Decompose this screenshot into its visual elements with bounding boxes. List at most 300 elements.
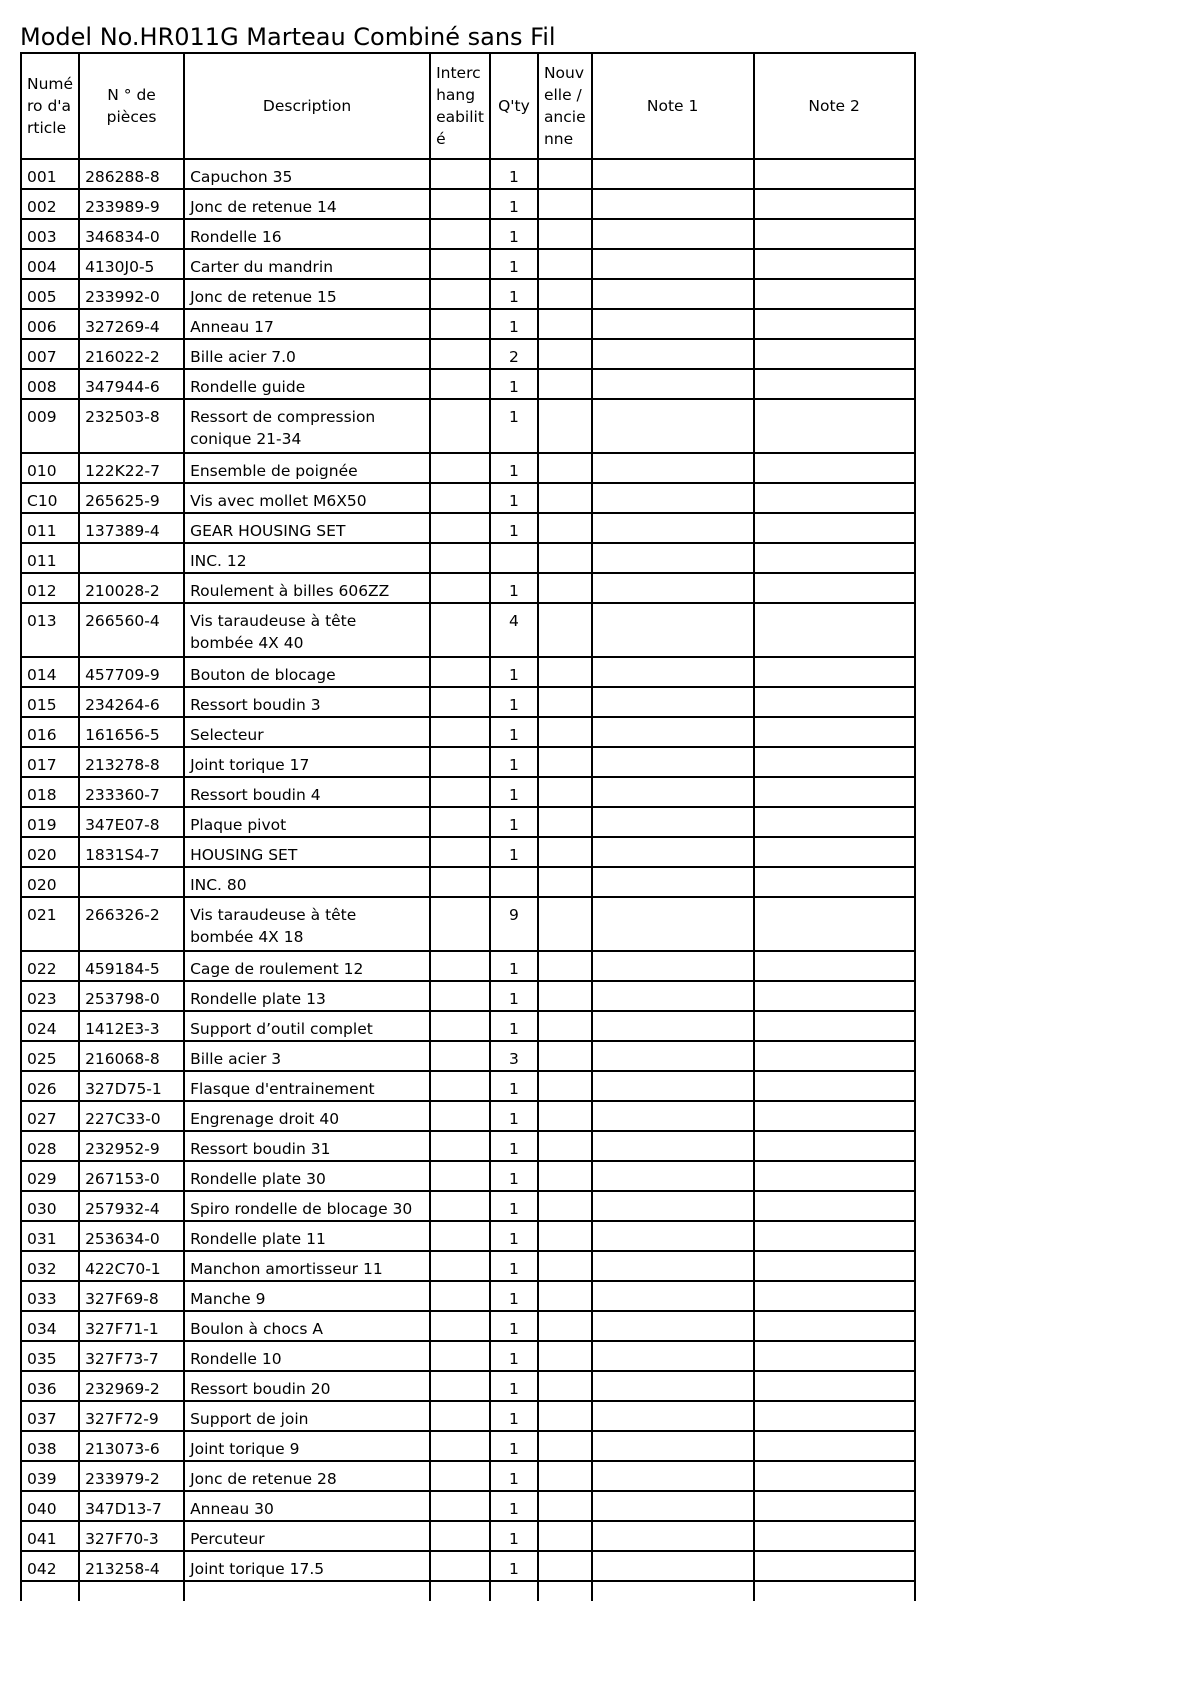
cell-item-number: 020 [21, 837, 79, 867]
cell-note-2 [754, 453, 915, 483]
cell-interchangeability [430, 1521, 490, 1551]
table-row [21, 1551, 915, 1581]
cell-new-old [538, 1401, 592, 1431]
cell-quantity: 1 [490, 279, 538, 309]
cell-description: Manchon amortisseur 11 [184, 1251, 430, 1281]
cell-description: Engrenage droit 40 [184, 1101, 430, 1131]
cell-note-1 [592, 837, 754, 867]
cell-new-old [538, 453, 592, 483]
cell-item-number: 022 [21, 951, 79, 981]
cell-quantity: 1 [490, 1341, 538, 1371]
table-row [21, 1281, 915, 1311]
table-row [21, 159, 915, 189]
cell-part-number: 346834-0 [79, 219, 184, 249]
header-quantity: Q'ty [490, 53, 538, 159]
empty-cell [538, 1581, 592, 1601]
cell-item-number: 038 [21, 1431, 79, 1461]
cell-note-2 [754, 603, 915, 657]
cell-note-2 [754, 573, 915, 603]
table-row [21, 483, 915, 513]
cell-interchangeability [430, 897, 490, 951]
cell-new-old [538, 1431, 592, 1461]
cell-part-number: 327F70-3 [79, 1521, 184, 1551]
cell-note-2 [754, 1461, 915, 1491]
cell-description: Jonc de retenue 28 [184, 1461, 430, 1491]
cell-new-old [538, 279, 592, 309]
cell-item-number: 024 [21, 1011, 79, 1041]
cell-quantity [490, 867, 538, 897]
cell-part-number: 327F71-1 [79, 1311, 184, 1341]
table-row [21, 1161, 915, 1191]
cell-quantity: 1 [490, 249, 538, 279]
cell-interchangeability [430, 717, 490, 747]
cell-quantity: 1 [490, 513, 538, 543]
cell-part-number: 213278-8 [79, 747, 184, 777]
cell-note-1 [592, 1161, 754, 1191]
cell-new-old [538, 897, 592, 951]
cell-new-old [538, 1311, 592, 1341]
cell-part-number: 1831S4-7 [79, 837, 184, 867]
cell-new-old [538, 1011, 592, 1041]
cell-description: Joint torique 17 [184, 747, 430, 777]
empty-cell [430, 1581, 490, 1601]
cell-note-2 [754, 717, 915, 747]
cell-note-2 [754, 1251, 915, 1281]
cell-quantity: 1 [490, 1551, 538, 1581]
cell-note-1 [592, 1401, 754, 1431]
cell-note-2 [754, 837, 915, 867]
table-row [21, 189, 915, 219]
cell-quantity: 1 [490, 1311, 538, 1341]
table-row [21, 1311, 915, 1341]
cell-part-number: 137389-4 [79, 513, 184, 543]
cell-quantity: 2 [490, 339, 538, 369]
cell-item-number: 041 [21, 1521, 79, 1551]
table-row [21, 687, 915, 717]
cell-new-old [538, 717, 592, 747]
cell-item-number: 008 [21, 369, 79, 399]
table-row [21, 717, 915, 747]
cell-part-number: 267153-0 [79, 1161, 184, 1191]
cell-new-old [538, 483, 592, 513]
table-row [21, 1131, 915, 1161]
cell-quantity: 1 [490, 1101, 538, 1131]
cell-part-number: 457709-9 [79, 657, 184, 687]
cell-interchangeability [430, 1341, 490, 1371]
cell-new-old [538, 249, 592, 279]
cell-item-number: 037 [21, 1401, 79, 1431]
cell-quantity: 1 [490, 717, 538, 747]
cell-part-number: 347944-6 [79, 369, 184, 399]
cell-note-2 [754, 159, 915, 189]
page-title: Model No.HR011G Marteau Combiné sans Fil [20, 23, 556, 51]
cell-description: Rondelle plate 30 [184, 1161, 430, 1191]
cell-note-1 [592, 369, 754, 399]
cell-interchangeability [430, 747, 490, 777]
cell-item-number: 005 [21, 279, 79, 309]
cell-note-1 [592, 747, 754, 777]
empty-cell [490, 1581, 538, 1601]
cell-quantity: 1 [490, 1161, 538, 1191]
cell-part-number: 213073-6 [79, 1431, 184, 1461]
cell-description: INC. 12 [184, 543, 430, 573]
cell-part-number: 327F72-9 [79, 1401, 184, 1431]
cell-note-2 [754, 1161, 915, 1191]
cell-interchangeability [430, 1251, 490, 1281]
table-row [21, 399, 915, 453]
cell-part-number: 4130J0-5 [79, 249, 184, 279]
cell-description: Boulon à chocs A [184, 1311, 430, 1341]
cell-new-old [538, 837, 592, 867]
cell-note-1 [592, 777, 754, 807]
table-row-cutoff [21, 1581, 915, 1601]
cell-interchangeability [430, 1071, 490, 1101]
cell-note-2 [754, 1491, 915, 1521]
cell-note-1 [592, 399, 754, 453]
cell-note-2 [754, 249, 915, 279]
cell-interchangeability [430, 1191, 490, 1221]
cell-new-old [538, 747, 592, 777]
cell-note-2 [754, 1131, 915, 1161]
cell-description: Rondelle 10 [184, 1341, 430, 1371]
cell-part-number: 327F69-8 [79, 1281, 184, 1311]
cell-note-1 [592, 657, 754, 687]
cell-part-number: 327D75-1 [79, 1071, 184, 1101]
cell-quantity: 1 [490, 687, 538, 717]
table-row [21, 573, 915, 603]
cell-note-1 [592, 573, 754, 603]
cell-note-1 [592, 897, 754, 951]
cell-note-2 [754, 543, 915, 573]
cell-interchangeability [430, 1311, 490, 1341]
cell-note-1 [592, 1221, 754, 1251]
cell-new-old [538, 807, 592, 837]
cell-part-number: 253634-0 [79, 1221, 184, 1251]
cell-description: Carter du mandrin [184, 249, 430, 279]
cell-note-1 [592, 717, 754, 747]
cell-item-number: 011 [21, 543, 79, 573]
cell-part-number: 232952-9 [79, 1131, 184, 1161]
cell-quantity: 1 [490, 1071, 538, 1101]
empty-cell [21, 1581, 79, 1601]
cell-item-number: 035 [21, 1341, 79, 1371]
table-row [21, 1191, 915, 1221]
table-row [21, 837, 915, 867]
cell-note-1 [592, 1191, 754, 1221]
cell-interchangeability [430, 1041, 490, 1071]
cell-new-old [538, 867, 592, 897]
cell-new-old [538, 1341, 592, 1371]
cell-interchangeability [430, 1551, 490, 1581]
table-row [21, 1341, 915, 1371]
cell-interchangeability [430, 249, 490, 279]
cell-note-1 [592, 1491, 754, 1521]
cell-part-number: 459184-5 [79, 951, 184, 981]
cell-description: Bille acier 3 [184, 1041, 430, 1071]
cell-new-old [538, 1161, 592, 1191]
cell-note-2 [754, 867, 915, 897]
cell-note-2 [754, 897, 915, 951]
cell-part-number: 227C33-0 [79, 1101, 184, 1131]
cell-interchangeability [430, 309, 490, 339]
cell-interchangeability [430, 1461, 490, 1491]
cell-note-2 [754, 1011, 915, 1041]
cell-item-number: 034 [21, 1311, 79, 1341]
cell-part-number: 1412E3-3 [79, 1011, 184, 1041]
cell-note-2 [754, 1431, 915, 1461]
cell-description: Jonc de retenue 14 [184, 189, 430, 219]
cell-quantity: 9 [490, 897, 538, 951]
cell-note-1 [592, 1041, 754, 1071]
cell-note-2 [754, 1101, 915, 1131]
cell-note-2 [754, 1071, 915, 1101]
cell-quantity: 1 [490, 1191, 538, 1221]
cell-interchangeability [430, 777, 490, 807]
cell-note-2 [754, 1371, 915, 1401]
cell-quantity: 1 [490, 189, 538, 219]
cell-description: Cage de roulement 12 [184, 951, 430, 981]
empty-cell [754, 1581, 915, 1601]
cell-new-old [538, 1071, 592, 1101]
header-item-number: Numé ro d'a rticle [21, 53, 79, 159]
cell-new-old [538, 951, 592, 981]
header-part-number: N ° de pièces [79, 53, 184, 159]
cell-quantity: 1 [490, 807, 538, 837]
cell-note-2 [754, 219, 915, 249]
cell-quantity: 3 [490, 1041, 538, 1071]
cell-interchangeability [430, 687, 490, 717]
cell-new-old [538, 777, 592, 807]
cell-item-number: 036 [21, 1371, 79, 1401]
table-row [21, 1461, 915, 1491]
cell-description: Bille acier 7.0 [184, 339, 430, 369]
cell-part-number: 216068-8 [79, 1041, 184, 1071]
cell-part-number: 213258-4 [79, 1551, 184, 1581]
cell-note-1 [592, 687, 754, 717]
cell-new-old [538, 981, 592, 1011]
cell-note-2 [754, 1521, 915, 1551]
cell-part-number [79, 867, 184, 897]
cell-note-1 [592, 1521, 754, 1551]
cell-part-number: 210028-2 [79, 573, 184, 603]
cell-note-2 [754, 777, 915, 807]
cell-description: Spiro rondelle de blocage 30 [184, 1191, 430, 1221]
cell-description: Flasque d'entrainement [184, 1071, 430, 1101]
cell-item-number: 011 [21, 513, 79, 543]
cell-part-number: 266560-4 [79, 603, 184, 657]
cell-note-1 [592, 1431, 754, 1461]
cell-item-number: 013 [21, 603, 79, 657]
cell-quantity: 1 [490, 399, 538, 453]
cell-note-1 [592, 543, 754, 573]
cell-part-number: 422C70-1 [79, 1251, 184, 1281]
cell-interchangeability [430, 603, 490, 657]
table-row [21, 1221, 915, 1251]
cell-interchangeability [430, 1161, 490, 1191]
cell-quantity: 1 [490, 1431, 538, 1461]
cell-part-number: 347E07-8 [79, 807, 184, 837]
table-row [21, 807, 915, 837]
cell-note-2 [754, 981, 915, 1011]
cell-description: Support de join [184, 1401, 430, 1431]
cell-note-2 [754, 1281, 915, 1311]
cell-interchangeability [430, 981, 490, 1011]
cell-note-1 [592, 981, 754, 1011]
table-row [21, 219, 915, 249]
cell-quantity [490, 543, 538, 573]
cell-interchangeability [430, 339, 490, 369]
table-row [21, 951, 915, 981]
cell-note-2 [754, 747, 915, 777]
cell-item-number: 015 [21, 687, 79, 717]
cell-interchangeability [430, 1131, 490, 1161]
cell-new-old [538, 369, 592, 399]
cell-description: Rondelle 16 [184, 219, 430, 249]
cell-note-1 [592, 483, 754, 513]
cell-quantity: 1 [490, 777, 538, 807]
cell-item-number: 025 [21, 1041, 79, 1071]
cell-description: Vis taraudeuse à tête bombée 4X 18 [184, 897, 430, 951]
cell-quantity: 1 [490, 573, 538, 603]
cell-new-old [538, 1491, 592, 1521]
cell-item-number: 018 [21, 777, 79, 807]
cell-description: Ressort de compression conique 21-34 [184, 399, 430, 453]
cell-new-old [538, 1461, 592, 1491]
table-row [21, 1371, 915, 1401]
cell-item-number: 042 [21, 1551, 79, 1581]
cell-note-2 [754, 1551, 915, 1581]
empty-cell [184, 1581, 430, 1601]
cell-item-number: 021 [21, 897, 79, 951]
cell-note-1 [592, 1311, 754, 1341]
cell-new-old [538, 1131, 592, 1161]
cell-interchangeability [430, 573, 490, 603]
header-note-2: Note 2 [754, 53, 915, 159]
table-row [21, 453, 915, 483]
cell-item-number: 019 [21, 807, 79, 837]
cell-part-number: 122K22-7 [79, 453, 184, 483]
cell-note-2 [754, 339, 915, 369]
cell-description: Manche 9 [184, 1281, 430, 1311]
cell-description: Anneau 17 [184, 309, 430, 339]
cell-note-1 [592, 951, 754, 981]
cell-part-number: 257932-4 [79, 1191, 184, 1221]
cell-quantity: 1 [490, 453, 538, 483]
table-row [21, 1011, 915, 1041]
cell-quantity: 1 [490, 1371, 538, 1401]
cell-description: GEAR HOUSING SET [184, 513, 430, 543]
cell-quantity: 1 [490, 309, 538, 339]
cell-note-1 [592, 453, 754, 483]
cell-note-1 [592, 159, 754, 189]
cell-new-old [538, 1101, 592, 1131]
cell-part-number: 327269-4 [79, 309, 184, 339]
empty-cell [79, 1581, 184, 1601]
cell-note-1 [592, 1551, 754, 1581]
cell-item-number: 039 [21, 1461, 79, 1491]
cell-interchangeability [430, 837, 490, 867]
cell-item-number: 029 [21, 1161, 79, 1191]
cell-note-1 [592, 219, 754, 249]
cell-item-number: 028 [21, 1131, 79, 1161]
cell-interchangeability [430, 867, 490, 897]
cell-quantity: 1 [490, 219, 538, 249]
cell-description: Selecteur [184, 717, 430, 747]
cell-part-number: 327F73-7 [79, 1341, 184, 1371]
cell-note-1 [592, 309, 754, 339]
cell-note-2 [754, 1311, 915, 1341]
cell-quantity: 1 [490, 1251, 538, 1281]
cell-part-number: 216022-2 [79, 339, 184, 369]
cell-note-2 [754, 189, 915, 219]
cell-new-old [538, 1371, 592, 1401]
cell-description: HOUSING SET [184, 837, 430, 867]
cell-interchangeability [430, 279, 490, 309]
cell-item-number: 026 [21, 1071, 79, 1101]
cell-new-old [538, 1521, 592, 1551]
cell-note-2 [754, 513, 915, 543]
cell-interchangeability [430, 807, 490, 837]
cell-item-number: 006 [21, 309, 79, 339]
cell-note-1 [592, 1101, 754, 1131]
cell-description: Joint torique 17.5 [184, 1551, 430, 1581]
table-row [21, 897, 915, 951]
cell-item-number: 016 [21, 717, 79, 747]
cell-description: INC. 80 [184, 867, 430, 897]
cell-new-old [538, 573, 592, 603]
cell-item-number: 040 [21, 1491, 79, 1521]
cell-note-1 [592, 603, 754, 657]
cell-note-1 [592, 1371, 754, 1401]
cell-item-number: 023 [21, 981, 79, 1011]
cell-new-old [538, 1221, 592, 1251]
cell-item-number: 003 [21, 219, 79, 249]
cell-new-old [538, 657, 592, 687]
cell-quantity: 1 [490, 837, 538, 867]
cell-description: Support d’outil complet [184, 1011, 430, 1041]
cell-note-1 [592, 1011, 754, 1041]
cell-quantity: 1 [490, 369, 538, 399]
cell-note-2 [754, 279, 915, 309]
parts-table [20, 52, 916, 1601]
cell-part-number: 233360-7 [79, 777, 184, 807]
cell-interchangeability [430, 1011, 490, 1041]
table-row [21, 657, 915, 687]
cell-note-2 [754, 1221, 915, 1251]
cell-item-number: 002 [21, 189, 79, 219]
cell-interchangeability [430, 1431, 490, 1461]
cell-new-old [538, 339, 592, 369]
cell-description: Anneau 30 [184, 1491, 430, 1521]
cell-interchangeability [430, 483, 490, 513]
cell-quantity: 1 [490, 1221, 538, 1251]
cell-new-old [538, 513, 592, 543]
cell-description: Joint torique 9 [184, 1431, 430, 1461]
cell-interchangeability [430, 159, 490, 189]
cell-quantity: 1 [490, 483, 538, 513]
cell-description: Roulement à billes 606ZZ [184, 573, 430, 603]
table-row [21, 1071, 915, 1101]
cell-note-1 [592, 339, 754, 369]
cell-new-old [538, 1191, 592, 1221]
cell-description: Vis taraudeuse à tête bombée 4X 40 [184, 603, 430, 657]
cell-part-number: 286288-8 [79, 159, 184, 189]
cell-note-1 [592, 1281, 754, 1311]
cell-description: Jonc de retenue 15 [184, 279, 430, 309]
cell-part-number: 234264-6 [79, 687, 184, 717]
table-row [21, 369, 915, 399]
header-description: Description [184, 53, 430, 159]
